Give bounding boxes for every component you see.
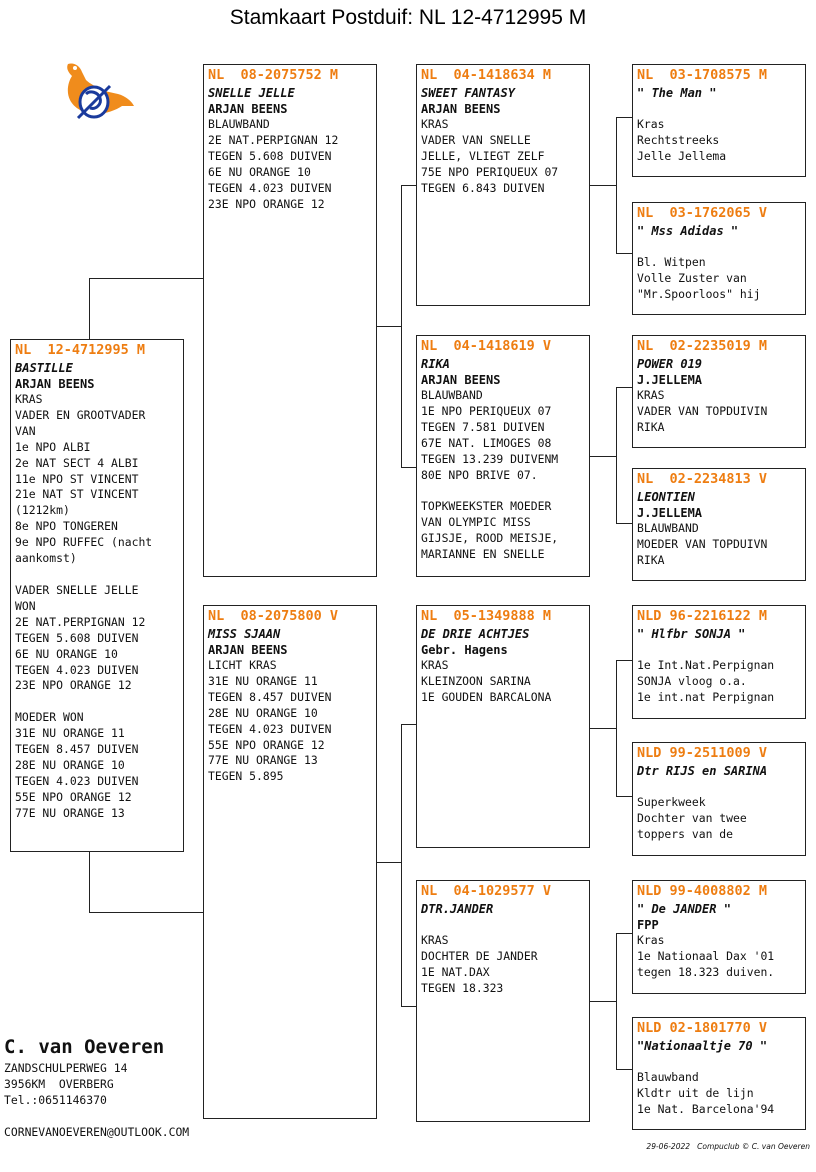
connector	[616, 660, 632, 661]
ring-number: NL 08-2075800 V	[208, 608, 339, 624]
owner-email[interactable]: CORNEVANOEVEREN@OUTLOOK.COM	[4, 1125, 190, 1139]
pigeon-info-line: "Mr.Spoorloos" hij	[637, 286, 761, 301]
connector	[401, 724, 402, 1006]
pigeon-info-line: VADER VAN TOPDUIVIN	[637, 403, 768, 418]
pigeon-info-line: TEGEN 18.323	[421, 980, 504, 995]
pigeon-name: " Mss Adidas "	[637, 224, 739, 238]
pigeon-info-line: Bl. Witpen	[637, 254, 706, 269]
connector	[589, 1001, 616, 1002]
pigeon-info-line: toppers van de	[637, 826, 734, 841]
pigeon-info-line	[15, 694, 179, 710]
pigeon-info-line: TEGEN 5.608 DUIVEN	[208, 148, 332, 163]
pigeon-info-line: LICHT KRAS	[208, 658, 277, 672]
pigeon-info-line: TEGEN 13.239 DUIVENM	[421, 451, 559, 466]
pigeon-info-line: TEGEN 8.457 DUIVEN	[208, 689, 332, 704]
pigeon-info-line: MOEDER VAN TOPDUIVN	[637, 536, 768, 551]
connector	[401, 724, 416, 725]
connector	[89, 851, 90, 912]
connector	[616, 387, 632, 388]
pigeon-info-line: KLEINZOON SARINA	[421, 673, 531, 688]
pigeon-info-line: MARIANNE EN SNELLE	[421, 547, 545, 562]
pigeon-info-line: VADER SNELLE JELLE	[15, 582, 139, 597]
pigeon-name: Dtr RIJS en SARINA	[637, 764, 768, 778]
pigeon-info-line: TOPKWEEKSTER MOEDER	[421, 499, 552, 514]
pigeon-info-line: BLAUWBAND	[637, 521, 699, 535]
pigeon-info-line: RIKA	[637, 419, 665, 434]
pigeon-card-father-father[interactable]	[416, 64, 590, 306]
owner-phone: Tel.:0651146370	[4, 1093, 107, 1107]
ring-number: NL 05-1349888 M	[421, 608, 552, 624]
connector	[376, 862, 401, 863]
pigeon-info-line: GIJSJE, ROOD MEISJE,	[421, 531, 559, 546]
connector	[401, 467, 416, 468]
ring-number: NLD 99-4008802 M	[637, 883, 768, 899]
pigeon-card-mfm[interactable]	[632, 742, 806, 856]
pigeon-info-line: Kras	[637, 933, 665, 947]
pigeon-owner: ARJAN BEENS	[421, 373, 501, 387]
pigeon-info-line: KRAS	[421, 117, 449, 131]
connector	[589, 185, 616, 186]
pigeon-info-line: TEGEN 4.023 DUIVEN	[15, 773, 139, 788]
spacer	[421, 917, 585, 933]
pigeon-name: RIKA	[421, 357, 450, 371]
pigeon-info-line: RIKA	[637, 552, 665, 567]
pigeon-info-line: 55E NPO ORANGE 12	[15, 789, 132, 804]
pigeon-info-line: MOEDER WON	[15, 710, 84, 725]
ring-number: NL 03-1762065 V	[637, 205, 768, 221]
pigeon-owner: J.JELLEMA	[637, 373, 703, 387]
connector	[616, 387, 617, 523]
pigeon-info-line: 1E NAT.DAX	[421, 964, 490, 979]
spacer	[637, 101, 801, 117]
pigeon-info-line: 28E NU ORANGE 10	[208, 705, 318, 720]
pigeon-name: POWER 019	[637, 357, 703, 371]
pigeon-info-line: Kras	[637, 116, 665, 131]
pigeon-owner: ARJAN BEENS	[15, 377, 95, 391]
pigeon-info-line: 23E NPO ORANGE 12	[208, 196, 325, 211]
pigeon-info-line: 11e NPO ST VINCENT	[15, 471, 139, 486]
pigeon-owner: J.JELLEMA	[637, 506, 703, 520]
ring-number: NL 02-2234813 V	[637, 471, 768, 487]
pigeon-card-mmf[interactable]	[632, 880, 806, 994]
pigeon-info-line: TEGEN 4.023 DUIVEN	[208, 721, 332, 736]
pigeon-card-mff[interactable]	[632, 605, 806, 719]
owner-name: C. van Oeveren	[4, 1036, 165, 1058]
pigeon-info-line: 1E NPO PERIQUEUX 07	[421, 403, 552, 418]
pigeon-info-line: 6E NU ORANGE 10	[208, 164, 311, 179]
pigeon-info-line: SONJA vloog o.a.	[637, 673, 747, 688]
pigeon-info-line: (1212km)	[15, 503, 70, 518]
pigeon-info-line: KRAS	[637, 388, 665, 402]
pigeon-info-line: TEGEN 5.608 DUIVEN	[15, 630, 139, 645]
spacer	[637, 239, 801, 255]
pigeon-info-line: Blauwband	[637, 1069, 699, 1084]
pigeon-card-mother[interactable]	[203, 605, 377, 1119]
pigeon-name: BASTILLE	[15, 361, 73, 375]
pigeon-info-line: KRAS	[421, 932, 449, 947]
pigeon-info-line: VAN OLYMPIC MISS	[421, 515, 531, 530]
ring-number: NL 04-1418634 M	[421, 67, 552, 83]
owner-street: ZANDSCHULPERWEG 14	[4, 1061, 128, 1075]
pigeon-info-line: 77E NU ORANGE 13	[15, 805, 125, 820]
pigeon-card-ffm[interactable]	[632, 202, 806, 315]
connector	[616, 117, 617, 253]
ring-number: NL 08-2075752 M	[208, 67, 339, 83]
connector	[616, 117, 632, 118]
spacer	[637, 779, 801, 795]
pigeon-info-line: 9e NPO RUFFEC (nacht	[15, 535, 153, 550]
pigeon-info-line: 67E NAT. LIMOGES 08	[421, 435, 552, 450]
pigeon-info-line	[15, 567, 179, 583]
pigeon-info-line: aankomst)	[15, 551, 77, 566]
pigeon-info-line: JELLE, VLIEGT ZELF	[421, 148, 545, 163]
pigeon-info-line: KRAS	[15, 392, 43, 406]
pigeon-info-line: 1e Nationaal Dax '01	[637, 948, 775, 963]
connector	[401, 1006, 416, 1007]
pigeon-info-line	[421, 483, 585, 499]
ring-number: NLD 02-1801770 V	[637, 1020, 768, 1036]
pigeon-card-subject[interactable]	[10, 339, 184, 852]
ring-number: NL 02-2235019 M	[637, 338, 768, 354]
connector	[89, 278, 90, 340]
pigeon-card-mmm[interactable]	[632, 1017, 806, 1130]
pigeon-card-father[interactable]	[203, 64, 377, 577]
pigeon-name: " The Man "	[637, 86, 717, 100]
connector	[616, 660, 617, 796]
connector	[376, 326, 401, 327]
connector	[401, 185, 402, 467]
owner-city: 3956KM OVERBERG	[4, 1077, 114, 1091]
pigeon-info-line: Dochter van twee	[637, 810, 747, 825]
pigeon-owner: FPP	[637, 918, 659, 932]
pigeon-info-line: 2E NAT.PERPIGNAN 12	[208, 132, 339, 147]
ring-number: NL 03-1708575 M	[637, 67, 768, 83]
connector	[616, 253, 632, 254]
pigeon-owner: ARJAN BEENS	[208, 643, 288, 657]
pigeon-info-line: Superkweek	[637, 794, 706, 809]
pigeon-info-line: 31E NU ORANGE 11	[208, 673, 318, 688]
pigeon-info-line: TEGEN 7.581 DUIVEN	[421, 419, 545, 434]
pigeon-name: " Hlfbr SONJA "	[637, 627, 746, 641]
pigeon-card-mother-father[interactable]	[416, 605, 590, 848]
pigeon-info-line: VAN	[15, 423, 36, 438]
pigeon-info-line: VADER EN GROOTVADER	[15, 407, 146, 422]
pigeon-info-line: BLAUWBAND	[208, 117, 270, 131]
ring-number: NL 04-1418619 V	[421, 338, 552, 354]
ring-number: NL 12-4712995 M	[15, 342, 146, 358]
pigeon-info-line: 8e NPO TONGEREN	[15, 519, 118, 534]
pigeon-name: " De JANDER "	[637, 902, 731, 916]
pigeon-name: LEONTIEN	[637, 490, 695, 504]
ring-number: NL 04-1029577 V	[421, 883, 552, 899]
pigeon-info-line: 1e int.nat Perpignan	[637, 689, 775, 704]
connector	[401, 185, 416, 186]
spacer	[637, 642, 801, 658]
pigeon-name: SWEET FANTASY	[421, 86, 515, 100]
pigeon-card-fff[interactable]	[632, 64, 806, 177]
credit-line: 29-06-2022 Compuclub © C. van Oeveren	[646, 1142, 810, 1151]
connector	[589, 728, 616, 729]
connector	[589, 456, 616, 457]
page-title: Stamkaart Postduif: NL 12-4712995 M	[229, 6, 587, 29]
pigeon-info-line: KRAS	[421, 658, 449, 672]
pigeon-info-line: 80E NPO BRIVE 07.	[421, 467, 538, 482]
pigeon-owner: Gebr. Hagens	[421, 643, 508, 657]
pigeon-name: "Nationaaltje 70 "	[637, 1039, 768, 1053]
connector	[616, 796, 632, 797]
pigeon-card-fmm[interactable]	[632, 468, 806, 581]
pigeon-info-line: 21e NAT ST VINCENT	[15, 487, 139, 502]
pigeon-card-mother-mother[interactable]	[416, 880, 590, 1122]
pigeon-owner: ARJAN BEENS	[421, 102, 501, 116]
pigeon-info-line: Jelle Jellema	[637, 148, 727, 163]
pigeon-owner: ARJAN BEENS	[208, 102, 288, 116]
connector	[616, 523, 632, 524]
connector	[89, 278, 204, 279]
pigeon-info-line: tegen 18.323 duiven.	[637, 964, 775, 979]
pigeon-info-line: TEGEN 4.023 DUIVEN	[15, 662, 139, 677]
pigeon-info-line: 1e NPO ALBI	[15, 439, 91, 454]
pigeon-name: DTR.JANDER	[421, 902, 494, 916]
connector	[616, 1069, 632, 1070]
pigeon-info-line: TEGEN 4.023 DUIVEN	[208, 180, 332, 195]
pigeon-info-line: DOCHTER DE JANDER	[421, 948, 538, 963]
connector	[616, 933, 632, 934]
pigeon-info-line: 28E NU ORANGE 10	[15, 758, 125, 773]
ring-number: NLD 99-2511009 V	[637, 745, 768, 761]
pigeon-info-line: 75E NPO PERIQUEUX 07	[421, 164, 559, 179]
pigeon-info-line: 2E NAT.PERPIGNAN 12	[15, 614, 146, 629]
connector	[616, 933, 617, 1069]
pigeon-info-line: 2e NAT SECT 4 ALBI	[15, 455, 139, 470]
pigeon-info-line: 1e Int.Nat.Perpignan	[637, 657, 775, 672]
ring-number: NLD 96-2216122 M	[637, 608, 768, 624]
connector	[89, 912, 204, 913]
pigeon-info-line: 6E NU ORANGE 10	[15, 646, 118, 661]
pigeon-info-line: TEGEN 8.457 DUIVEN	[15, 742, 139, 757]
pigeon-info-line: Kldtr uit de lijn	[637, 1085, 754, 1100]
pigeon-info-line: 1e Nat. Barcelona'94	[637, 1101, 775, 1116]
pigeon-card-father-mother[interactable]	[416, 335, 590, 577]
pigeon-info-line: BLAUWBAND	[421, 388, 483, 402]
pigeon-info-line: WON	[15, 598, 36, 613]
pigeon-info-line: 77E NU ORANGE 13	[208, 753, 318, 768]
pigeon-info-line: TEGEN 6.843 DUIVEN	[421, 180, 545, 195]
pigeon-info-line: TEGEN 5.895	[208, 769, 284, 784]
pigeon-info-line: Rechtstreeks	[637, 132, 720, 147]
pigeon-name: MISS SJAAN	[208, 627, 281, 641]
pigeon-info-line: Volle Zuster van	[637, 270, 747, 285]
spacer	[637, 1054, 801, 1070]
pigeon-info-line: 55E NPO ORANGE 12	[208, 737, 325, 752]
pigeon-info-line: 23E NPO ORANGE 12	[15, 678, 132, 693]
pigeon-info-line: VADER VAN SNELLE	[421, 132, 531, 147]
pigeon-info-line: 1E GOUDEN BARCALONA	[421, 689, 552, 704]
pigeon-logo	[60, 60, 136, 124]
pigeon-name: DE DRIE ACHTJES	[421, 627, 530, 641]
pigeon-name: SNELLE JELLE	[208, 86, 295, 100]
pigeon-info-line: 31E NU ORANGE 11	[15, 726, 125, 741]
pigeon-card-fmf[interactable]	[632, 335, 806, 448]
